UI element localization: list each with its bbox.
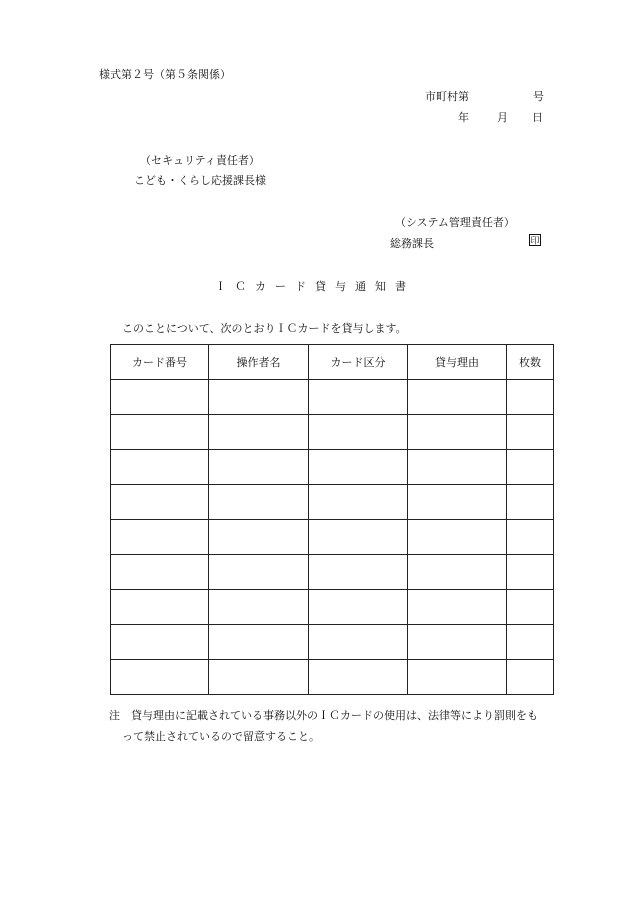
municipality-label: 市町村第 (425, 90, 469, 103)
card-number-cell[interactable] (111, 485, 209, 520)
recipient-name: こども・くらし応援課長様 (134, 174, 266, 187)
operator-name-cell[interactable] (209, 555, 309, 590)
number-suffix: 号 (533, 90, 544, 103)
table-row (111, 450, 554, 485)
card-category-cell[interactable] (309, 520, 408, 555)
operator-name-cell[interactable] (209, 520, 309, 555)
loan-reason-cell[interactable] (408, 590, 507, 625)
document-title: ＩＣカード貸与通知書 (215, 280, 415, 293)
note-text-line-1: 注 貸与理由に記載されている事務以外のＩＣカードの使用は、法律等により罰則をも (109, 709, 538, 722)
intro-text: このことについて、次のとおりＩＣカードを貸与します。 (122, 322, 407, 335)
date-year: 年 (458, 111, 469, 124)
operator-name-cell[interactable] (209, 590, 309, 625)
table-row (111, 625, 554, 660)
card-category-cell[interactable] (309, 555, 408, 590)
header-card-number: カード番号 (111, 345, 209, 380)
sender-role: （システム管理責任者） (395, 216, 515, 229)
card-category-cell[interactable] (309, 660, 408, 695)
seal-mark (529, 234, 541, 249)
quantity-cell[interactable] (507, 450, 554, 485)
loan-reason-cell[interactable] (408, 415, 507, 450)
header-quantity: 枚数 (507, 345, 554, 380)
card-category-cell[interactable] (309, 485, 408, 520)
form-number: 様式第２号（第５条関係） (99, 68, 231, 81)
table-row (111, 555, 554, 590)
table-row (111, 590, 554, 625)
quantity-cell[interactable] (507, 415, 554, 450)
sender-name: 総務課長 (390, 237, 434, 250)
card-number-cell[interactable] (111, 625, 209, 660)
quantity-cell[interactable] (507, 520, 554, 555)
loan-reason-cell[interactable] (408, 450, 507, 485)
quantity-cell[interactable] (507, 660, 554, 695)
date-month: 月 (497, 111, 508, 124)
svg-text:印: 印 (530, 236, 540, 246)
operator-name-cell[interactable] (209, 485, 309, 520)
card-number-cell[interactable] (111, 380, 209, 415)
card-loan-table (110, 344, 554, 695)
operator-name-cell[interactable] (209, 625, 309, 660)
quantity-cell[interactable] (507, 555, 554, 590)
table-row (111, 415, 554, 450)
loan-reason-cell[interactable] (408, 625, 507, 660)
card-category-cell[interactable] (309, 415, 408, 450)
loan-reason-cell[interactable] (408, 520, 507, 555)
quantity-cell[interactable] (507, 590, 554, 625)
operator-name-cell[interactable] (209, 450, 309, 485)
card-number-cell[interactable] (111, 660, 209, 695)
loan-reason-cell[interactable] (408, 485, 507, 520)
card-number-cell[interactable] (111, 415, 209, 450)
operator-name-cell[interactable] (209, 660, 309, 695)
seal-icon (529, 234, 541, 246)
operator-name-cell[interactable] (209, 415, 309, 450)
note-text-line-2: って禁止されているので留意すること。 (122, 730, 320, 743)
loan-reason-cell[interactable] (408, 380, 507, 415)
card-number-cell[interactable] (111, 590, 209, 625)
quantity-cell[interactable] (507, 380, 554, 415)
table-row (111, 660, 554, 695)
card-category-cell[interactable] (309, 450, 408, 485)
card-category-cell[interactable] (309, 380, 408, 415)
header-card-category: カード区分 (309, 345, 408, 380)
recipient-role: （セキュリティ責任者） (140, 154, 260, 167)
table-row (111, 485, 554, 520)
header-operator-name: 操作者名 (209, 345, 309, 380)
table-row (111, 380, 554, 415)
date-day: 日 (532, 111, 543, 124)
quantity-cell[interactable] (507, 625, 554, 660)
header-loan-reason: 貸与理由 (408, 345, 507, 380)
card-category-cell[interactable] (309, 625, 408, 660)
loan-reason-cell[interactable] (408, 555, 507, 590)
table-row (111, 520, 554, 555)
card-category-cell[interactable] (309, 590, 408, 625)
card-number-cell[interactable] (111, 555, 209, 590)
quantity-cell[interactable] (507, 485, 554, 520)
table-header-row (111, 345, 554, 380)
operator-name-cell[interactable] (209, 380, 309, 415)
card-number-cell[interactable] (111, 520, 209, 555)
loan-reason-cell[interactable] (408, 660, 507, 695)
document-number-line (425, 88, 544, 104)
card-number-cell[interactable] (111, 450, 209, 485)
